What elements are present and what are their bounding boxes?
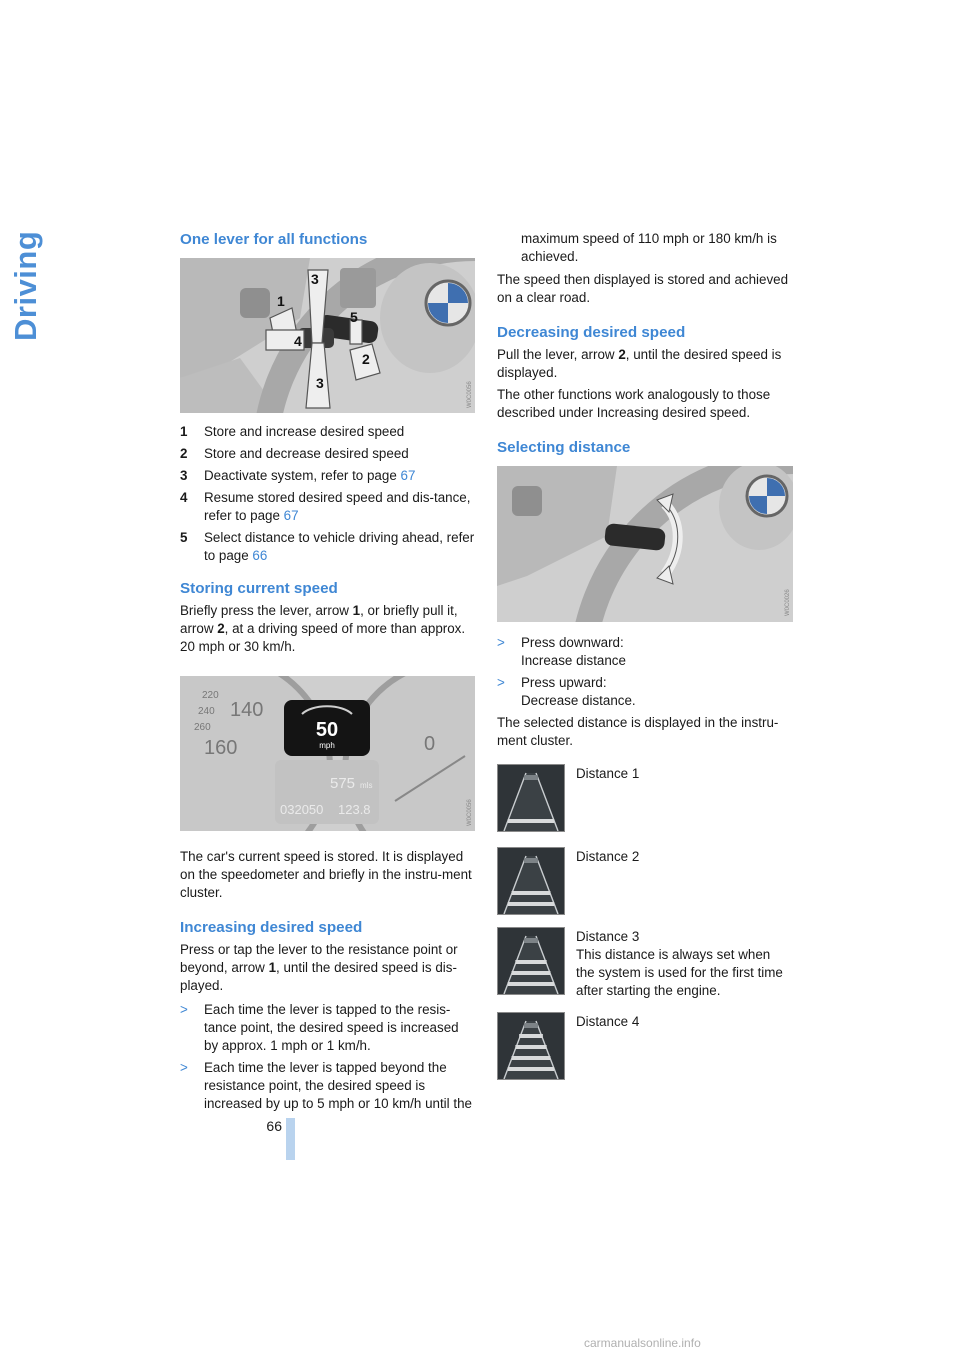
- odometer: 032050: [280, 802, 324, 817]
- trip-value: 123.8: [338, 802, 371, 817]
- distance-bullet: > Press upward: Decrease distance.: [497, 675, 636, 708]
- heading-one-lever: One lever for all functions: [180, 231, 368, 248]
- decreasing-paragraph: Pull the lever, arrow 2, until the desired speed is displayed.: [497, 347, 782, 380]
- page-bar: [286, 1118, 295, 1160]
- tick-0: 0: [424, 733, 436, 755]
- callout-3-bottom: 3: [316, 375, 324, 391]
- tick-160: 160: [204, 737, 238, 759]
- tick-220: 220: [202, 690, 219, 701]
- page-ref-link[interactable]: 67: [283, 508, 299, 523]
- tick-240: 240: [198, 706, 215, 717]
- bullet-continuation: [497, 230, 793, 266]
- callout-4: 4: [294, 333, 302, 349]
- tick-260: 260: [194, 722, 211, 733]
- distance-display-1: [497, 764, 565, 832]
- left-column: [180, 230, 475, 1117]
- callout-1: 1: [277, 293, 285, 309]
- range-value: 575: [330, 775, 356, 792]
- callout-3-top: 3: [311, 271, 319, 287]
- image-code-2: W0C0056: [467, 799, 473, 826]
- list-item: 4 Resume stored desired speed and dis-tance, refer to page 67: [180, 490, 471, 523]
- increase-bullet: > Each time the lever is tapped to the resis-tance point, the desired speed is increased by approx. 1 mph or 1 km/h.: [180, 1002, 459, 1053]
- image-code-3: W0C0026: [785, 589, 791, 616]
- page-ref-link[interactable]: 66: [252, 548, 268, 563]
- distance-display-2: [497, 847, 565, 915]
- cluster-figure: [180, 676, 475, 831]
- tick-140: 140: [230, 699, 264, 721]
- heading-increasing: Increasing desired speed: [180, 919, 363, 936]
- stored-speed-paragraph: The speed then displayed is stored and achieved on a clear road.: [497, 272, 789, 305]
- heading-storing: Storing current speed: [180, 580, 338, 597]
- increasing-paragraph: Press or tap the lever to the resistance point or beyond, arrow 1, until the desired speed is dis-played.: [180, 942, 458, 993]
- watermark: carmanualsonline.info: [584, 1336, 701, 1350]
- heading-selecting: Selecting distance: [497, 439, 631, 456]
- function-list: [180, 423, 475, 565]
- list-item: 5 Select distance to vehicle driving ahead, refer to page 66: [180, 530, 475, 563]
- right-column: [497, 230, 793, 750]
- page-ref-link[interactable]: 67: [400, 468, 416, 483]
- lever-figure: [180, 258, 475, 413]
- set-speed: 50: [315, 719, 339, 741]
- analogous-paragraph: The other functions work analogously to those described under Increasing desired speed.: [497, 387, 771, 420]
- distance-display-3: [497, 927, 565, 995]
- callout-2: 2: [362, 351, 370, 367]
- selected-distance-paragraph: The selected distance is displayed in the instru-ment cluster.: [497, 715, 779, 748]
- distance-bullet: > Press downward: Increase distance: [497, 635, 626, 668]
- distance-lever-figure: [497, 466, 793, 622]
- image-code-1: W0C0056: [467, 381, 473, 408]
- range-unit: mls: [360, 781, 373, 790]
- distance-display-4: [497, 1012, 565, 1080]
- increase-bullet: > Each time the lever is tapped beyond the resistance point, the desired speed is increased by up to 5 mph or 10 km/h until the: [180, 1060, 472, 1111]
- heading-decreasing: Decreasing desired speed: [497, 324, 686, 341]
- stored-paragraph: The car's current speed is stored. It is displayed on the speedometer and briefly in the instru-ment cluster.: [180, 849, 472, 900]
- callout-5: 5: [350, 309, 358, 325]
- storing-paragraph: Briefly press the lever, arrow 1, or briefly pull it, arrow 2, at a driving speed of more than approx. 20 mph or 30 km/h.: [180, 603, 466, 654]
- list-item: 1 Store and increase desired speed: [180, 424, 405, 439]
- bullet-overflow: maximum speed of 110 mph or 180 km/h is achieved.: [521, 231, 777, 264]
- section-title: Driving: [8, 230, 43, 342]
- set-speed-unit: mph: [319, 741, 335, 750]
- page-number: 66: [266, 1118, 282, 1134]
- list-item: 3 Deactivate system, refer to page 67: [180, 468, 416, 483]
- list-item: 2 Store and decrease desired speed: [180, 446, 409, 461]
